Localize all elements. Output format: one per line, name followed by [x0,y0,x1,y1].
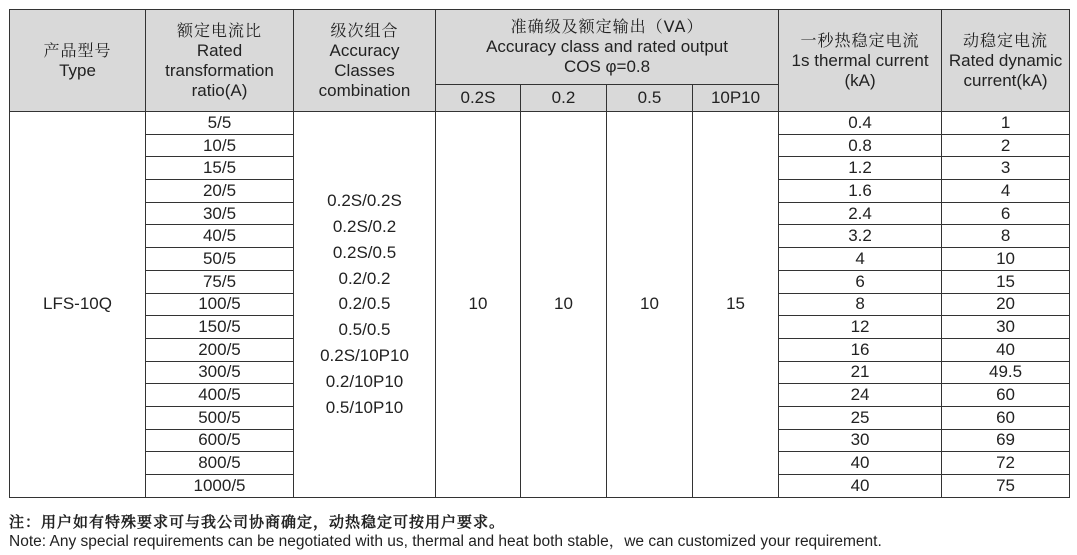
thermal-cell: 25 [779,406,942,429]
ratio-cell: 75/5 [146,270,294,293]
dynamic-cell: 8 [942,225,1070,248]
header-dynamic-en2: current(kA) [963,70,1048,90]
table-row [10,112,1070,135]
output-cell-1: 10 [521,112,607,498]
header-class-3: 10P10 [693,85,779,112]
thermal-cell: 40 [779,452,942,475]
dynamic-cell: 60 [942,406,1070,429]
dynamic-cell: 20 [942,293,1070,316]
ratio-cell: 15/5 [146,157,294,180]
dynamic-cell: 2 [942,134,1070,157]
thermal-cell: 30 [779,429,942,452]
thermal-cell: 0.8 [779,134,942,157]
header-dynamic-zh: 动稳定电流 [963,30,1049,50]
header-ratio-en1: Rated [196,40,243,60]
thermal-cell: 8 [779,293,942,316]
header-ratio-zh: 额定电流比 [176,20,262,40]
dynamic-cell: 1 [942,112,1070,135]
ratio-cell: 400/5 [146,384,294,407]
thermal-cell: 21 [779,361,942,384]
combinations-cell [294,112,436,498]
ratio-cell: 100/5 [146,293,294,316]
header-ratio-en3: ratio(A) [191,80,248,100]
header-thermal-zh: 一秒热稳定电流 [800,30,920,50]
output-cell-3: 15 [693,112,779,498]
header-ratio-en2: transformation [165,60,274,80]
thermal-cell: 1.2 [779,157,942,180]
dynamic-cell: 10 [942,248,1070,271]
model-cell: LFS-10Q [10,112,146,498]
header-class-2: 0.5 [607,85,693,112]
dynamic-cell: 4 [942,180,1070,203]
header-accuracy-zh: 准确级及额定输出（VA） [510,17,704,36]
header-type [10,10,146,112]
ratio-cell: 40/5 [146,225,294,248]
header-combo-zh: 级次组合 [330,20,399,40]
header-dynamic-en1: Rated dynamic [948,50,1063,70]
ratio-cell: 5/5 [146,112,294,135]
output-cell-0: 10 [436,112,521,498]
header-combo-en1: Accuracy [329,40,400,60]
combination-item: 0.2S/0.2 [332,217,397,237]
combination-item: 0.5/10P10 [325,397,404,417]
header-class-0: 0.2S [436,85,521,112]
dynamic-cell: 3 [942,157,1070,180]
header-combo [294,10,436,112]
combination-item: 0.2S/10P10 [320,346,409,366]
header-thermal-en1: 1s thermal current [791,50,929,70]
header-type-zh: 产品型号 [43,40,112,60]
ratio-cell: 200/5 [146,338,294,361]
ratio-cell: 800/5 [146,452,294,475]
header-accuracy-en1: Accuracy class and rated output [486,37,728,56]
dynamic-cell: 75 [942,475,1070,498]
header-dynamic [942,10,1070,112]
thermal-cell: 3.2 [779,225,942,248]
thermal-cell: 1.6 [779,180,942,203]
ratio-cell: 30/5 [146,202,294,225]
header-combo-en2: Classes [334,60,395,80]
dynamic-cell: 40 [942,338,1070,361]
combination-item: 0.5/0.5 [338,320,391,340]
combination-item: 0.2/0.2 [338,268,391,288]
combination-item: 0.2/0.5 [338,294,391,314]
header-thermal [779,10,942,112]
combination-item: 0.2/10P10 [325,371,404,391]
combination-item: 0.2S/0.2S [327,191,402,211]
ratio-cell: 10/5 [146,134,294,157]
ratio-cell: 1000/5 [146,475,294,498]
header-accuracy [436,10,779,85]
thermal-cell: 2.4 [779,202,942,225]
dynamic-cell: 6 [942,202,1070,225]
dynamic-cell: 72 [942,452,1070,475]
dynamic-cell: 30 [942,316,1070,339]
header-type-en: Type [59,60,96,80]
header-accuracy-en2: COS φ=0.8 [563,57,651,76]
note-en: Note: Any special requirements can be negotiated with us, thermal and heat both stable，we can customized your requirement. [9,533,882,550]
dynamic-cell: 15 [942,270,1070,293]
spec-table [9,9,1070,498]
thermal-cell: 12 [779,316,942,339]
notes [9,513,882,551]
header-class-1: 0.2 [521,85,607,112]
ratio-cell: 20/5 [146,180,294,203]
thermal-cell: 0.4 [779,112,942,135]
combination-item: 0.2S/0.5 [332,242,397,262]
output-cell-2: 10 [607,112,693,498]
ratio-cell: 50/5 [146,248,294,271]
spec-table-container [9,9,1069,498]
header-thermal-en2: (kA) [844,70,876,90]
dynamic-cell: 49.5 [942,361,1070,384]
thermal-cell: 4 [779,248,942,271]
note-zh: 注：用户如有特殊要求可与我公司协商确定，动热稳定可按用户要求。 [9,513,506,531]
header-ratio [146,10,294,112]
ratio-cell: 150/5 [146,316,294,339]
spec-table-body [10,112,1070,498]
dynamic-cell: 69 [942,429,1070,452]
header-combo-en3: combination [318,80,411,100]
dynamic-cell: 60 [942,384,1070,407]
ratio-cell: 600/5 [146,429,294,452]
thermal-cell: 24 [779,384,942,407]
thermal-cell: 16 [779,338,942,361]
thermal-cell: 40 [779,475,942,498]
thermal-cell: 6 [779,270,942,293]
ratio-cell: 300/5 [146,361,294,384]
ratio-cell: 500/5 [146,406,294,429]
